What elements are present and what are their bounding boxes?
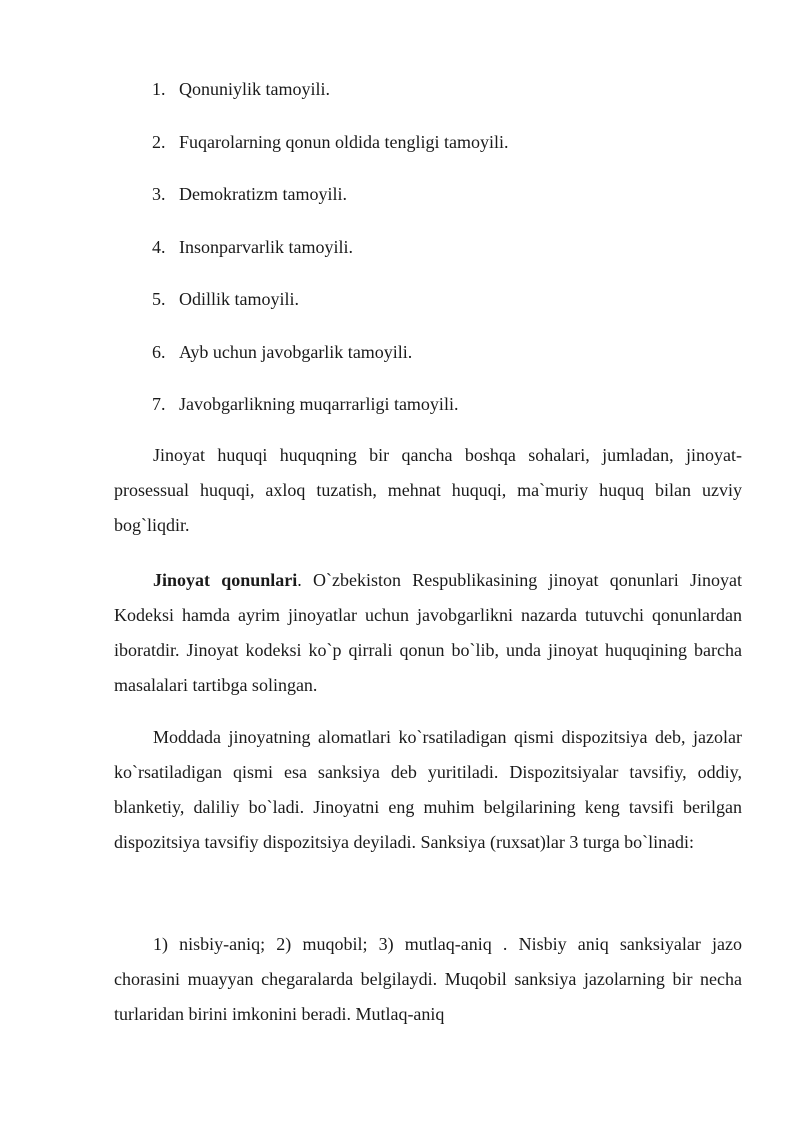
list-item-number: 4.: [152, 236, 166, 257]
list-item-text: Demokratizm tamoyili.: [179, 184, 347, 204]
list-item-text: Insonparvarlik tamoyili.: [179, 236, 353, 257]
list-item-number: 5.: [152, 289, 166, 309]
paragraph-sanctions: 1) nisbiy-aniq; 2) muqobil; 3) mutlaq-aniq . Nisbiy aniq sanksiyalar jazo chorasini muayyan chegaralarda belgilaydi. Muqobil sanksiya jazolarning bir necha turlaridan birini imkonini beradi. Mutlaq-aniq: [114, 934, 742, 1024]
paragraph-heading: Jinoyat qonunlari: [153, 570, 298, 590]
list-item-text: Ayb uchun javobgarlik tamoyili.: [179, 341, 413, 362]
list-item: [152, 76, 508, 129]
list-item-number: 7.: [152, 394, 166, 414]
list-item-text: Javobgarlikning muqarrarligi tamoyili.: [179, 394, 459, 414]
list-item: [152, 181, 508, 234]
list-item-number: 3.: [152, 184, 166, 204]
principles-list: [152, 76, 508, 444]
list-item-number: 1.: [152, 79, 166, 99]
paragraph-disposition: Moddada jinoyatning alomatlari ko`rsatiladigan qismi dispozitsiya deb, jazolar ko`rsatiladigan qismi esa sanksiya deb yuritiladi. Dispozitsiyalar tavsifiy, oddiy, blanketiy, daliliy bo`ladi. Jinoyatni eng muhim belgilarining keng tavsifi berilgan dispozitsiya tavsifiy dispozitsiya deyiladi. Sanksiya (ruxsat)lar 3 turga bo`linadi:: [114, 727, 742, 852]
list-item-text: Fuqarolarning qonun oldida tengligi tamoyili.: [179, 131, 509, 152]
list-item: [152, 234, 508, 287]
paragraph-body: . O`zbekiston Respublikasining jinoyat qonunlari Jinoyat Kodeksi hamda ayrim jinoyatlar uchun javobgarlikni nazarda tutuvchi qonunlardan iboratdir. Jinoyat kodeksi ko`p qirrali qonun bo`lib, unda jinoyat huquqining barcha masalalari tartibga solingan.: [114, 570, 742, 695]
paragraph-related-fields: Jinoyat huquqi huquqning bir qancha boshqa sohalari, jumladan, jinoyat-prosessual huquqi, axloq tuzatish, mehnat huquqi, ma`muriy huquq bilan uzviy bog`liqdir.: [114, 445, 742, 535]
list-item-number: 6.: [152, 341, 166, 362]
list-item: [152, 129, 508, 182]
list-item: [152, 339, 508, 392]
list-item-number: 2.: [152, 131, 166, 152]
paragraph-criminal-laws: [114, 563, 742, 703]
list-item: [152, 391, 508, 444]
list-item: [152, 286, 508, 339]
list-item-text: Qonuniylik tamoyili.: [179, 79, 330, 99]
list-item-text: Odillik tamoyili.: [179, 289, 299, 309]
